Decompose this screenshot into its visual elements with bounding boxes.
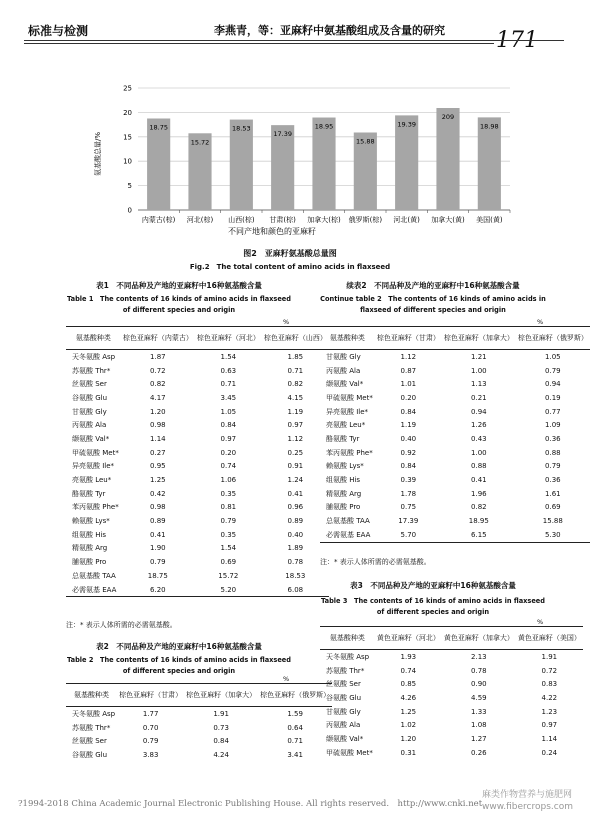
amino-acid-value: 0.72 [150,366,166,375]
table1-title-en: Table 1 The contents of 16 kinds of amino acids in flaxseed of different species and origin [66,295,292,314]
table-row [66,405,329,419]
table3-header-2: 黄色亚麻籽（加拿大） [442,627,516,650]
bar-data-label: 19.39 [397,120,416,129]
y-tick-label: 5 [127,182,132,191]
amino-acid-value: 0.97 [220,434,237,443]
table-row [66,707,332,721]
table-row [320,718,583,732]
bar-data-label: 209 [441,113,455,122]
amino-acid-value: 4.24 [213,750,229,759]
table2c-unit: % [537,318,544,326]
amino-acid-value: 0.92 [400,448,417,457]
amino-acid-name: 天冬氨酸 Asp [72,709,116,718]
table-row [66,734,332,748]
amino-acid-value: 0.40 [287,530,304,539]
table2 [66,683,332,762]
bar [312,118,335,210]
amino-acid-value: 0.25 [287,448,304,457]
amino-acid-value: 4.22 [541,693,558,702]
amino-acid-value: 1.91 [213,709,229,718]
amino-acid-value: 0.35 [220,489,237,498]
amino-acid-name: 丝氨酸 Ser [72,380,107,389]
amino-acid-name: 丝氨酸 Ser [326,680,361,689]
amino-acid-value: 0.41 [150,530,166,539]
table1-title-cn: 表1 不同品种及产地的亚麻籽中16种氨基酸含量 [96,281,262,290]
table-row [320,418,590,432]
amino-acid-value: 1.20 [150,407,166,416]
amino-acid-value: 1.06 [220,476,237,485]
table3 [320,626,583,760]
amino-acid-value: 2.13 [471,652,487,661]
amino-acid-name: 缬氨酸 Val* [72,434,110,443]
chart-x-axis-label: 不同产地和颜色的亚麻籽 [228,227,316,236]
table-row [66,514,329,528]
table-row [320,705,583,719]
amino-acid-value: 0.71 [220,380,237,389]
amino-acid-value: 1.93 [400,652,417,661]
amino-acid-value: 1.05 [545,352,561,361]
amino-acid-value: 0.63 [220,366,237,375]
table3-title-cn: 表3 不同品种及产地的亚麻籽中16种氨基酸含量 [350,581,516,590]
amino-acid-value: 0.79 [150,558,166,567]
amino-acid-value: 0.36 [545,434,561,443]
amino-acid-name: 脯氨酸 Pro [72,558,107,567]
amino-acid-value: 0.78 [287,558,304,567]
amino-acid-value: 1.19 [400,421,417,430]
amino-acid-value: 0.82 [471,503,487,512]
amino-acid-value: 0.20 [220,448,237,457]
amino-acid-value: 1.20 [400,734,417,743]
amino-acid-value: 15.88 [542,517,563,526]
table-row [66,377,329,391]
amino-acid-value: 0.88 [471,462,487,471]
amino-acid-value: 1.54 [220,544,237,553]
table-row [66,748,332,762]
amino-acid-value: 3.41 [287,750,303,759]
table-row [320,528,590,542]
amino-acid-value: 6.20 [121,583,195,597]
amino-acid-value: 18.75 [147,571,168,580]
amino-acid-name: 必需氨基 EAA [66,583,121,597]
bar-data-label: 17.39 [273,130,292,139]
table3-unit: % [537,618,544,626]
page-number: 171 [496,28,538,53]
bar-data-label: 18.95 [314,122,334,131]
table-row [66,364,329,378]
amino-acid-value: 1.09 [545,421,561,430]
table-row [320,487,590,501]
table-row [66,542,329,556]
amino-acid-value: 1.25 [400,707,417,716]
amino-acid-value: 0.74 [400,666,417,675]
amino-acid-value: 1.02 [400,721,417,730]
table2c-header-2: 棕色亚麻籽（加拿大） [442,327,516,350]
amino-acid-value: 0.79 [545,366,561,375]
amino-acid-value: 0.84 [400,407,417,416]
amino-acid-value: 0.94 [545,380,561,389]
amino-acid-value: 0.19 [545,393,561,402]
amino-acid-name: 组氨酸 His [326,476,361,485]
amino-acid-value: 3.45 [220,393,237,402]
amino-acid-name: 亮氨酸 Leu* [72,476,112,485]
amino-acid-value: 1.25 [150,476,166,485]
amino-acid-name: 苏氨酸 Thr* [72,366,111,375]
table2-header-0: 氨基酸种类 [66,684,117,707]
chart-x-ticks [142,210,510,224]
amino-acid-value: 0.41 [287,489,304,498]
amino-acid-value: 1.00 [471,366,487,375]
journal-section: 标准与检测 [28,24,89,38]
table-row [66,446,329,460]
amino-acid-value: 0.79 [220,517,237,526]
amino-acid-total-bar-chart [60,72,520,242]
amino-acid-value: 0.84 [213,737,229,746]
amino-acid-name: 甲硫氨酸 Met* [326,748,373,757]
amino-acid-name: 赖氨酸 Lys* [72,517,110,526]
amino-acid-value: 5.20 [195,583,262,597]
x-tick-label: 山西(棕) [228,216,255,224]
amino-acid-name: 甘氨酸 Gly [326,707,361,716]
amino-acid-value: 0.89 [150,517,166,526]
x-tick-label: 河北(棕) [186,216,214,224]
running-title: 李燕青，等：亚麻籽中氨基酸组成及含量的研究 [214,24,445,37]
bar-data-label: 15.88 [356,137,375,146]
amino-acid-name: 酪氨酸 Tyr [326,434,360,443]
table-row [66,721,332,735]
table-row [320,501,590,515]
amino-acid-name: 精氨酸 Arg [326,489,362,498]
amino-acid-value: 1.12 [400,352,417,361]
table-row [66,487,329,501]
bar-data-label: 18.98 [480,122,499,131]
bar [395,115,418,210]
table-row [66,460,329,474]
amino-acid-value: 0.85 [400,680,417,689]
amino-acid-name: 赖氨酸 Lys* [326,462,364,471]
amino-acid-value: 0.69 [220,558,237,567]
bar-data-label: 18.53 [232,124,251,133]
table2-unit: % [283,675,290,683]
amino-acid-value: 0.71 [287,366,304,375]
amino-acid-name: 精氨酸 Arg [72,544,108,553]
bar-data-label: 18.75 [149,123,168,132]
amino-acid-value: 1.05 [220,407,237,416]
amino-acid-value: 1.14 [541,734,558,743]
table-row [66,569,329,583]
amino-acid-value: 1.77 [142,709,159,718]
table1-unit: % [283,318,290,326]
table-row [320,691,583,705]
chart-y-ticks [123,85,132,215]
amino-acid-value: 5.30 [516,528,590,542]
table-row [66,583,329,597]
amino-acid-value: 1.87 [150,352,166,361]
amino-acid-value: 1.00 [471,448,487,457]
amino-acid-value: 1.91 [541,652,558,661]
amino-acid-name: 总氨基酸 TAA [72,571,116,580]
amino-acid-value: 1.01 [400,380,417,389]
amino-acid-value: 1.19 [287,407,304,416]
bar [436,108,459,210]
bar [230,120,253,210]
amino-acid-name: 苏氨酸 Thr* [72,723,111,732]
amino-acid-value: 0.42 [150,489,166,498]
amino-acid-value: 0.89 [287,517,304,526]
amino-acid-value: 0.79 [545,462,561,471]
amino-acid-value: 1.08 [471,721,487,730]
amino-acid-value: 1.85 [287,352,304,361]
table-row [66,350,329,364]
amino-acid-name: 脯氨酸 Pro [326,503,361,512]
amino-acid-value: 3.83 [142,750,159,759]
amino-acid-name: 缬氨酸 Val* [326,380,364,389]
amino-acid-value: 4.17 [150,393,166,402]
y-tick-label: 20 [123,108,132,117]
amino-acid-value: 0.40 [400,434,417,443]
amino-acid-value: 0.84 [400,462,417,471]
amino-acid-value: 1.26 [471,421,487,430]
amino-acid-name: 甲硫氨酸 Met* [326,393,373,402]
amino-acid-value: 0.36 [545,476,561,485]
amino-acid-value: 1.12 [287,434,304,443]
amino-acid-value: 0.96 [287,503,304,512]
amino-acid-name: 酪氨酸 Tyr [72,489,106,498]
amino-acid-value: 0.98 [150,503,166,512]
table2-header-2: 棕色亚麻籽（加拿大） [184,684,258,707]
figure-caption-en: Fig.2 The total content of amino acids in flaxseed [189,263,391,271]
table3-header-0: 氨基酸种类 [320,627,375,650]
table-row [320,446,590,460]
amino-acid-value: 1.96 [471,489,487,498]
amino-acid-value: 0.81 [220,503,237,512]
table-row [320,391,590,405]
table-row [320,650,583,664]
amino-acid-name: 谷氨酸 Glu [326,693,362,702]
table1-header-3: 棕色亚麻籽（山西） [262,327,329,350]
amino-acid-value: 0.69 [545,503,561,512]
amino-acid-name: 天冬氨酸 Asp [72,352,116,361]
amino-acid-value: 0.43 [471,434,487,443]
table-row [320,473,590,487]
x-tick-label: 加拿大(黄) [431,216,465,224]
x-tick-label: 内蒙古(棕) [141,216,176,224]
x-tick-label: 俄罗斯(棕) [348,216,383,224]
amino-acid-value: 15.72 [218,571,239,580]
amino-acid-value: 0.78 [471,666,487,675]
table-row [320,677,583,691]
amino-acid-name: 谷氨酸 Glu [72,750,108,759]
table1-header-0: 氨基酸种类 [66,327,121,350]
table-row [66,501,329,515]
amino-acid-name: 必需氨基 EAA [320,528,375,542]
table-row [320,350,590,364]
table-row [320,405,590,419]
amino-acid-value: 1.14 [150,434,166,443]
amino-acid-value: 0.83 [541,680,558,689]
amino-acid-value: 0.88 [545,448,561,457]
table1 [66,326,329,597]
y-tick-label: 15 [123,133,132,142]
amino-acid-value: 0.98 [150,421,166,430]
table-row [320,364,590,378]
amino-acid-value: 0.31 [400,748,417,757]
amino-acid-value: 0.74 [220,462,237,471]
table3-title-en: Table 3 The contents of 16 kinds of amino acids in flaxseed of different species and origin [320,597,546,616]
amino-acid-value: 0.21 [471,393,487,402]
amino-acid-value: 4.26 [400,693,417,702]
amino-acid-value: 1.27 [471,734,487,743]
amino-acid-value: 1.90 [150,544,166,553]
table1-header-1: 棕色亚麻籽（内蒙古） [121,327,195,350]
table1-header-2: 棕色亚麻籽（河北） [195,327,262,350]
amino-acid-value: 17.39 [398,517,419,526]
amino-acid-value: 0.91 [287,462,304,471]
table-row [66,555,329,569]
amino-acid-value: 4.15 [287,393,304,402]
amino-acid-name: 丝氨酸 Ser [72,737,107,746]
table2c-header-1: 棕色亚麻籽（甘肃） [375,327,442,350]
x-tick-label: 甘肃(棕) [269,216,296,224]
bar [478,117,501,210]
table2-title-cn: 表2 不同品种及产地的亚麻籽中16种氨基酸含量 [96,642,262,651]
table2-title-en: Table 2 The contents of 16 kinds of amino acids in flaxseed of different species and origin [66,656,292,675]
amino-acid-value: 18.53 [285,571,306,580]
amino-acid-value: 18.95 [468,517,489,526]
amino-acid-value: 6.08 [262,583,329,597]
amino-acid-value: 1.13 [471,380,487,389]
amino-acid-value: 1.24 [287,476,304,485]
amino-acid-value: 1.89 [287,544,304,553]
header-rule [24,40,564,41]
amino-acid-value: 0.90 [471,680,487,689]
amino-acid-value: 1.21 [471,352,487,361]
x-tick-label: 河北(黄) [393,216,420,224]
table-row [66,528,329,542]
amino-acid-value: 0.39 [400,476,417,485]
amino-acid-name: 异亮氨酸 Ile* [72,462,115,471]
amino-acid-value: 1.23 [541,707,558,716]
amino-acid-value: 0.97 [287,421,304,430]
y-tick-label: 0 [127,206,132,215]
amino-acid-value: 0.97 [541,721,558,730]
table-row [320,460,590,474]
amino-acid-value: 1.54 [220,352,237,361]
amino-acid-value: 0.35 [220,530,237,539]
table2c-header-3: 棕色亚麻籽（俄罗斯） [516,327,590,350]
amino-acid-value: 1.78 [400,489,417,498]
table2c-title-cn: 续表2 不同品种及产地的亚麻籽中16种氨基酸含量 [346,281,520,290]
amino-acid-name: 苏氨酸 Thr* [326,666,365,675]
table-row [66,391,329,405]
bar [147,119,170,211]
amino-acid-value: 0.26 [471,748,487,757]
amino-acid-name: 丙氨酸 Ala [72,421,107,430]
x-tick-label: 美国(黄) [476,216,503,224]
table3-header-1: 黄色亚麻籽（河北） [375,627,442,650]
amino-acid-value: 0.72 [541,666,558,675]
amino-acid-value: 4.59 [471,693,487,702]
table-row [66,432,329,446]
amino-acid-value: 1.61 [545,489,561,498]
amino-acid-value: 0.75 [400,503,417,512]
amino-acid-value: 0.41 [471,476,487,485]
y-tick-label: 10 [123,157,132,166]
amino-acid-value: 0.84 [220,421,237,430]
amino-acid-value: 0.20 [400,393,417,402]
amino-acid-value: 0.94 [471,407,487,416]
table-row [320,377,590,391]
amino-acid-value: 0.77 [545,407,561,416]
amino-acid-name: 总氨基酸 TAA [326,517,370,526]
amino-acid-value: 1.59 [287,709,303,718]
table-row [320,514,590,528]
table-row [320,664,583,678]
amino-acid-name: 苯丙氨酸 Phe* [72,503,119,512]
bar-data-label: 15.72 [190,138,210,147]
table-row [320,732,583,746]
table2-header-3: 棕色亚麻籽（俄罗斯） [258,684,332,707]
amino-acid-value: 0.70 [142,723,159,732]
amino-acid-value: 1.33 [471,707,487,716]
table3-header-3: 黄色亚麻籽（美国） [516,627,583,650]
amino-acid-name: 甘氨酸 Gly [326,352,361,361]
table2c-header-0: 氨基酸种类 [320,327,375,350]
table-row [320,432,590,446]
amino-acid-name: 天冬氨酸 Asp [326,652,370,661]
figure-caption-cn: 图2 亚麻籽氨基酸总量图 [243,249,337,258]
amino-acid-name: 甲硫氨酸 Met* [72,448,119,457]
amino-acid-name: 丙氨酸 Ala [326,366,361,375]
amino-acid-value: 0.87 [400,366,417,375]
table-row [320,746,583,760]
table2-continued [320,326,590,543]
table2c-note: 注：* 表示人体所需的必需氨基酸。 [320,558,431,566]
amino-acid-value: 0.64 [287,723,303,732]
amino-acid-value: 5.70 [375,528,442,542]
amino-acid-value: 0.82 [150,380,166,389]
table1-note: 注：* 表示人体所需的必需氨基酸。 [66,621,177,629]
watermark-cn: 麻类作物营养与施肥网 [482,790,573,800]
table-row [66,418,329,432]
table2c-title-en: Continue table 2 The contents of 16 kinds of amino acids in flaxseed of different species and origin [320,295,546,314]
amino-acid-value: 0.71 [287,737,303,746]
amino-acid-name: 苯丙氨酸 Phe* [326,448,373,457]
amino-acid-name: 甘氨酸 Gly [72,407,107,416]
amino-acid-value: 0.73 [213,723,229,732]
amino-acid-value: 0.82 [287,380,304,389]
amino-acid-value: 6.15 [442,528,516,542]
amino-acid-value: 0.79 [142,737,159,746]
table2-header-1: 棕色亚麻籽（甘肃） [117,684,184,707]
amino-acid-value: 0.24 [541,748,558,757]
amino-acid-name: 组氨酸 His [72,530,107,539]
chart-y-axis-label: 氨基酸总量/% [94,131,102,177]
amino-acid-value: 0.95 [150,462,166,471]
amino-acid-name: 谷氨酸 Glu [72,393,108,402]
x-tick-label: 加拿大(棕) [307,216,341,224]
watermark-url: www.fibercrops.com [482,802,573,812]
amino-acid-value: 0.27 [150,448,166,457]
copyright-footer: ?1994-2018 China Academic Journal Electronic Publishing House. All rights reserved. http://www.cnki.net [18,799,483,809]
amino-acid-name: 异亮氨酸 Ile* [326,407,369,416]
table-row [66,473,329,487]
amino-acid-name: 缬氨酸 Val* [326,734,364,743]
amino-acid-name: 亮氨酸 Leu* [326,421,366,430]
amino-acid-name: 丙氨酸 Ala [326,721,361,730]
y-tick-label: 25 [123,84,132,93]
header-rule-2 [24,43,494,44]
